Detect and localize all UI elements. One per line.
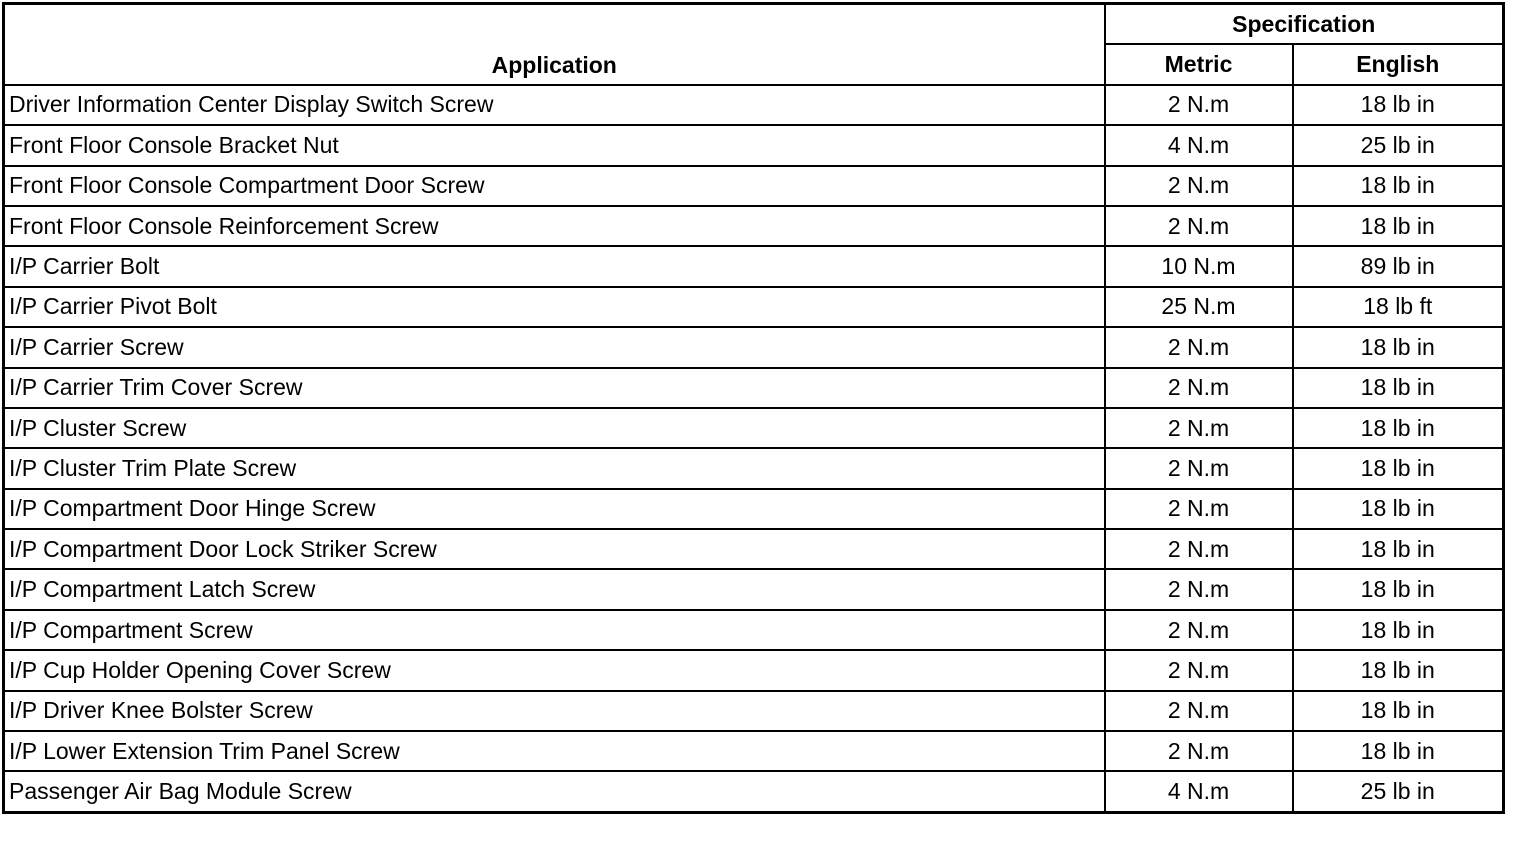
metric-cell: 2 N.m bbox=[1105, 327, 1293, 367]
english-cell: 18 lb in bbox=[1293, 691, 1504, 731]
application-cell: I/P Driver Knee Bolster Screw bbox=[4, 691, 1105, 731]
english-cell: 18 lb in bbox=[1293, 368, 1504, 408]
table-row bbox=[4, 287, 1504, 327]
metric-cell: 2 N.m bbox=[1105, 408, 1293, 448]
table-row bbox=[4, 650, 1504, 690]
english-cell: 18 lb in bbox=[1293, 731, 1504, 771]
table-row bbox=[4, 327, 1504, 367]
header-row-top bbox=[4, 4, 1504, 45]
table-row bbox=[4, 489, 1504, 529]
metric-cell: 2 N.m bbox=[1105, 448, 1293, 488]
english-cell: 18 lb in bbox=[1293, 408, 1504, 448]
fastener-specification-table bbox=[2, 2, 1505, 814]
table-row bbox=[4, 529, 1504, 569]
english-cell: 18 lb in bbox=[1293, 85, 1504, 125]
english-cell: 18 lb in bbox=[1293, 489, 1504, 529]
application-cell: Driver Information Center Display Switch Screw bbox=[4, 85, 1105, 125]
english-cell: 25 lb in bbox=[1293, 771, 1504, 812]
english-cell: 18 lb in bbox=[1293, 569, 1504, 609]
application-cell: I/P Carrier Trim Cover Screw bbox=[4, 368, 1105, 408]
metric-cell: 2 N.m bbox=[1105, 85, 1293, 125]
table-body bbox=[4, 85, 1504, 813]
application-cell: I/P Compartment Screw bbox=[4, 610, 1105, 650]
application-cell: Front Floor Console Compartment Door Screw bbox=[4, 166, 1105, 206]
metric-cell: 2 N.m bbox=[1105, 731, 1293, 771]
metric-cell: 2 N.m bbox=[1105, 610, 1293, 650]
english-cell: 18 lb in bbox=[1293, 166, 1504, 206]
application-cell: I/P Compartment Latch Screw bbox=[4, 569, 1105, 609]
english-cell: 18 lb in bbox=[1293, 327, 1504, 367]
table-row bbox=[4, 246, 1504, 286]
table-row bbox=[4, 610, 1504, 650]
application-cell: I/P Compartment Door Hinge Screw bbox=[4, 489, 1105, 529]
table-row bbox=[4, 569, 1504, 609]
application-cell: Front Floor Console Reinforcement Screw bbox=[4, 206, 1105, 246]
english-cell: 18 lb ft bbox=[1293, 287, 1504, 327]
metric-cell: 10 N.m bbox=[1105, 246, 1293, 286]
english-header: English bbox=[1293, 44, 1504, 84]
metric-cell: 4 N.m bbox=[1105, 125, 1293, 165]
table-row bbox=[4, 125, 1504, 165]
table-row bbox=[4, 771, 1504, 812]
metric-cell: 2 N.m bbox=[1105, 206, 1293, 246]
application-cell: Front Floor Console Bracket Nut bbox=[4, 125, 1105, 165]
metric-cell: 2 N.m bbox=[1105, 166, 1293, 206]
table-row bbox=[4, 85, 1504, 125]
table-row bbox=[4, 731, 1504, 771]
english-cell: 18 lb in bbox=[1293, 206, 1504, 246]
table-row bbox=[4, 408, 1504, 448]
application-cell: I/P Carrier Bolt bbox=[4, 246, 1105, 286]
english-cell: 89 lb in bbox=[1293, 246, 1504, 286]
application-cell: I/P Cup Holder Opening Cover Screw bbox=[4, 650, 1105, 690]
english-cell: 25 lb in bbox=[1293, 125, 1504, 165]
application-cell: Passenger Air Bag Module Screw bbox=[4, 771, 1105, 812]
table-row bbox=[4, 166, 1504, 206]
metric-cell: 2 N.m bbox=[1105, 691, 1293, 731]
application-cell: I/P Compartment Door Lock Striker Screw bbox=[4, 529, 1105, 569]
table-header bbox=[4, 4, 1504, 85]
application-cell: I/P Cluster Screw bbox=[4, 408, 1105, 448]
metric-cell: 2 N.m bbox=[1105, 368, 1293, 408]
metric-cell: 2 N.m bbox=[1105, 569, 1293, 609]
application-cell: I/P Carrier Screw bbox=[4, 327, 1105, 367]
english-cell: 18 lb in bbox=[1293, 610, 1504, 650]
table-row bbox=[4, 368, 1504, 408]
application-cell: I/P Carrier Pivot Bolt bbox=[4, 287, 1105, 327]
metric-cell: 2 N.m bbox=[1105, 650, 1293, 690]
application-cell: I/P Lower Extension Trim Panel Screw bbox=[4, 731, 1105, 771]
metric-cell: 2 N.m bbox=[1105, 489, 1293, 529]
metric-cell: 4 N.m bbox=[1105, 771, 1293, 812]
specification-header: Specification bbox=[1105, 4, 1504, 45]
application-header: Application bbox=[4, 4, 1105, 85]
table-row bbox=[4, 206, 1504, 246]
english-cell: 18 lb in bbox=[1293, 448, 1504, 488]
metric-cell: 2 N.m bbox=[1105, 529, 1293, 569]
metric-cell: 25 N.m bbox=[1105, 287, 1293, 327]
metric-header: Metric bbox=[1105, 44, 1293, 84]
application-cell: I/P Cluster Trim Plate Screw bbox=[4, 448, 1105, 488]
english-cell: 18 lb in bbox=[1293, 529, 1504, 569]
table-row bbox=[4, 448, 1504, 488]
table-row bbox=[4, 691, 1504, 731]
english-cell: 18 lb in bbox=[1293, 650, 1504, 690]
